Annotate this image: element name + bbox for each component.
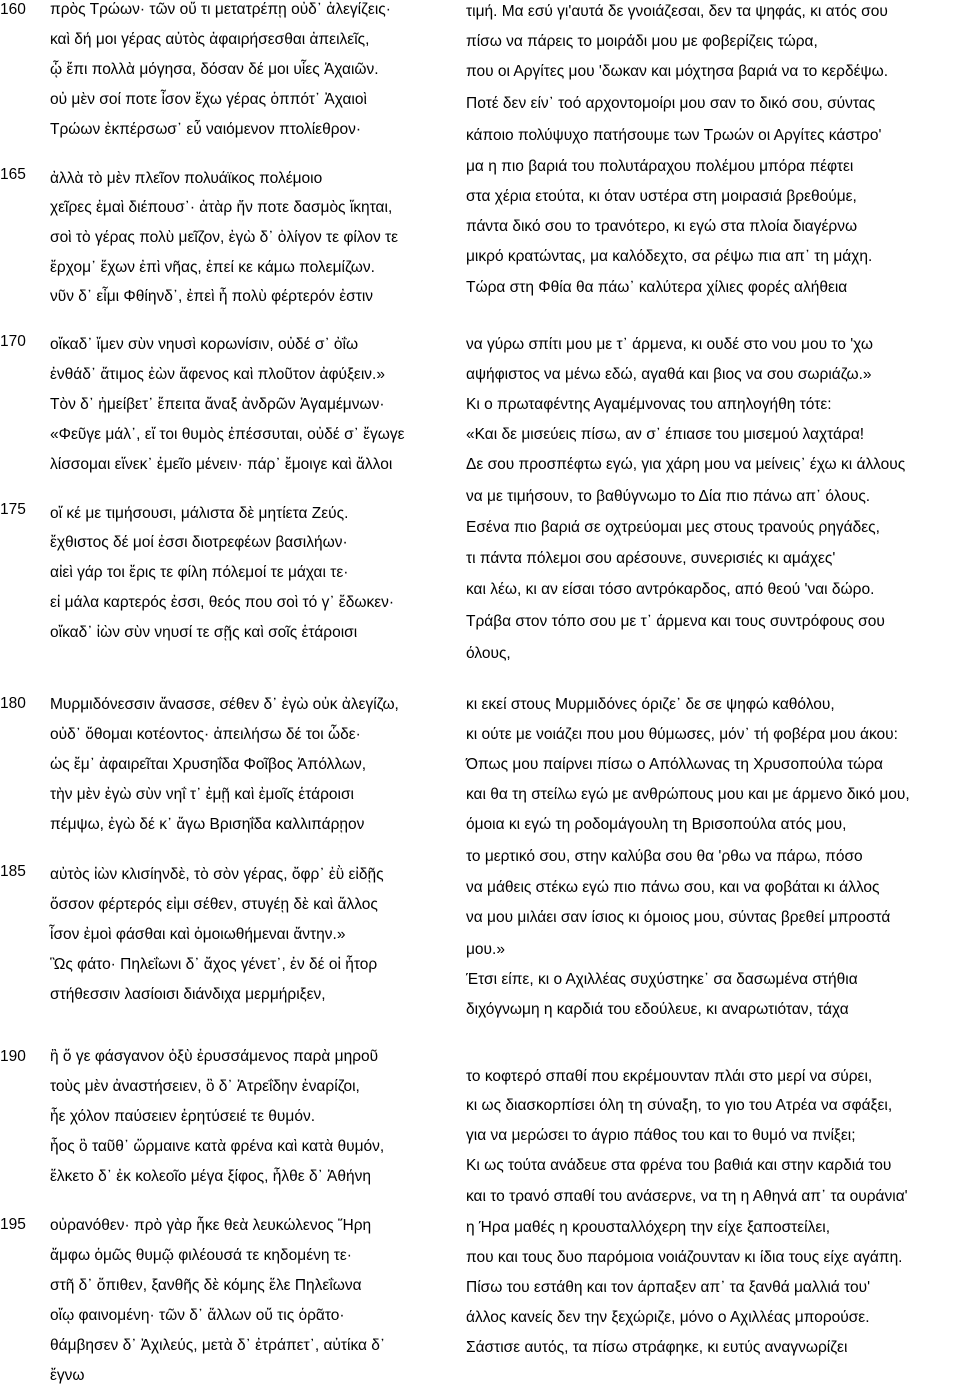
- greek-line: τοὺς μὲν ἀναστήσειεν, ὃ δ᾽ Ἀτρεΐδην ἐναρίζοι,: [50, 1078, 360, 1095]
- stanza-180: [0, 694, 960, 1034]
- greek-line: οὐδ᾽ ὄθομαι κοτέοντος· ἀπειλήσω δέ τοι ὧδε·: [50, 726, 361, 743]
- modern-line: Ποτέ δεν είν᾽ τοό αρχοντομοίρι μου σαν το δικό σου, σύντας: [466, 95, 876, 112]
- greek-line: ὅσσον φέρτερός εἰμι σέθεν, στυγέῃ δὲ καὶ ἄλλος: [50, 896, 378, 913]
- line-number: 185: [0, 863, 26, 880]
- greek-line: αἰεὶ γάρ τοι ἔρις τε φίλη πόλεμοί τε μάχαι τε·: [50, 564, 349, 581]
- modern-line: να με τιμήσουν, το βαθύγνωμο το Δία πιο πάνω απ᾽ όλους.: [466, 488, 871, 505]
- greek-line: οἵ κέ με τιμήσουσι, μάλιστα δὲ μητίετα Ζεύς.: [50, 505, 349, 522]
- modern-line: κι ως διασκορπίσει όλη τη σύναξη, το γιο του Ατρέα να σφάξει,: [466, 1097, 893, 1114]
- greek-line: πέμψω, ἐγὼ δέ κ᾽ ἄγω Βρισηΐδα καλλιπάρῃον: [50, 816, 365, 833]
- modern-line: και το τρανό σπαθί του ανάσερνε, να τη η Αθηνά απ᾽ τα ουράνια': [466, 1188, 908, 1205]
- greek-line: ἐνθάδ᾽ ἄτιμος ἐὼν ἄφενος καὶ πλοῦτον ἀφύξειν.»: [50, 366, 385, 383]
- modern-line: Τώρα στη Φθία θα πάω᾽ καλύτερα χίλιες φορές αλήθεια: [466, 279, 848, 296]
- greek-line: σοὶ τὸ γέρας πολὺ μεῖζον, ἐγὼ δ᾽ ὀλίγον τε φίλον τε: [50, 229, 399, 246]
- modern-line: Έτσι είπε, κι ο Αχιλλέας συχύστηκε᾽ σα δασωμένα στήθια: [466, 971, 858, 988]
- modern-line: για να μερώσει το άγριο πάθος του και το θυμό να πνίξει;: [466, 1127, 856, 1144]
- greek-line: ἔχθιστος δέ μοί ἐσσι διοτρεφέων βασιλήων·: [50, 534, 348, 551]
- greek-line: στήθεσσιν λασίοισι διάνδιχα μερμήριξεν,: [50, 986, 326, 1003]
- greek-line: εἰ μάλα καρτερός ἐσσι, θεός που σοὶ τό γ᾽ ἔδωκεν·: [50, 594, 395, 611]
- greek-line: αὐτὸς ἰὼν κλισίηνδὲ, τὸ σὸν γέρας, ὄφρ᾽ ἐῢ εἰδῇς: [50, 866, 384, 883]
- stanza-160: [0, 0, 960, 310]
- modern-line: πίσω να πάρεις το μοιράδι μου με φοβερίζεις τώρα,: [466, 33, 818, 50]
- greek-line: οὐ μὲν σοί ποτε ἶσον ἔχω γέρας ὁππότ᾽ Ἀχαιοὶ: [50, 91, 367, 108]
- greek-line: ἦε χόλον παύσειεν ἐρητύσειέ τε θυμόν.: [50, 1108, 315, 1125]
- modern-line: όμοια κι εγώ τη ροδομάγουλη τη Βρισοπούλα ατός μου,: [466, 816, 847, 833]
- greek-line: λίσσομαι εἵνεκ᾽ ἐμεῖο μένειν· πάρ᾽ ἔμοιγε καὶ ἄλλοι: [50, 456, 393, 473]
- greek-line: θάμβησεν δ᾽ Ἀχιλεύς, μετὰ δ᾽ ἐτράπετ᾽, αὐτίκα δ᾽: [50, 1337, 386, 1354]
- modern-line: Κι ως τούτα ανάδευε στα φρένα του βαθιά και στην καρδιά του: [466, 1157, 892, 1174]
- line-number: 195: [0, 1216, 26, 1233]
- modern-line: κάποιο πολύψυχο πατήσουμε των Τρωών οι Αργίτες κάστρο': [466, 127, 882, 144]
- modern-line: «Και δε μισεύεις πίσω, αν σ᾽ έπιασε του μισεμού λαχτάρα!: [466, 426, 865, 443]
- line-number: 165: [0, 166, 26, 183]
- modern-line: Πίσω του εστάθη και τον άρπαξεν απ᾽ τα ξανθά μαλλιά του': [466, 1279, 871, 1296]
- modern-line: Δε σου προσπέφτω εγώ, για χάρη μου να μείνεις᾽ έχω κι άλλους: [466, 456, 906, 473]
- modern-line: το μερτικό σου, στην καλύβα σου θα 'ρθω να πάρω, πόσο: [466, 848, 863, 865]
- modern-line: και λέω, κι αν είσαι τόσο αντρόκαρδος, από θεού 'ναι δώρο.: [466, 581, 875, 598]
- greek-line: Ὣς φάτο· Πηλεΐωνι δ᾽ ἄχος γένετ᾽, ἐν δέ οἱ ἦτορ: [50, 956, 378, 973]
- modern-line: μικρό κρατώντας, μα καλόδεχτο, σα ρέψω πια απ᾽ τη μάχη.: [466, 248, 873, 265]
- modern-line: όλους,: [466, 645, 511, 662]
- greek-line: ἕλκετο δ᾽ ἐκ κολεοῖο μέγα ξίφος, ἦλθε δ᾽ Ἀθήνη: [50, 1168, 371, 1185]
- greek-line: Μυρμιδόνεσσιν ἄνασσε, σέθεν δ᾽ ἐγὼ οὐκ ἀλεγίζω,: [50, 696, 399, 713]
- greek-line: «Φεῦγε μάλ᾽, εἴ τοι θυμὸς ἐπέσσυται, οὐδέ σ᾽ ἔγωγε: [50, 426, 405, 443]
- greek-line: ἄμφω ὁμῶς θυμῷ φιλέουσά τε κηδομένη τε·: [50, 1247, 352, 1264]
- modern-line: το κοφτερό σπαθί που εκρέμουνταν πλάι στο μερί να σύρει,: [466, 1068, 873, 1085]
- line-number: 175: [0, 501, 26, 518]
- modern-line: Όπως μου παίρνει πίσω ο Απόλλωνας τη Χρυσοπούλα τώρα: [466, 756, 883, 773]
- line-number: 180: [0, 695, 26, 712]
- greek-line: οἴκαδ᾽ ἴμεν σὺν νηυσὶ κορωνίσιν, οὐδέ σ᾽ ὀΐω: [50, 336, 359, 353]
- greek-line: τὴν μὲν ἐγὼ σὺν νηΐ τ᾽ ἐμῇ καὶ ἐμοῖς ἑτάροισι: [50, 786, 354, 803]
- stanza-170: [0, 332, 960, 672]
- modern-line: Τράβα στον τόπο σου με τ᾽ άρμενα και τους συντρόφους σου: [466, 613, 885, 630]
- greek-line: ᾧ ἔπι πολλὰ μόγησα, δόσαν δέ μοι υἷες Ἀχαιῶν.: [50, 61, 379, 78]
- greek-line: πρὸς Τρώων· τῶν οὔ τι μετατρέπῃ οὐδ᾽ ἀλεγίζεις·: [50, 1, 391, 18]
- modern-line: που οι Αργίτες μου 'δωκαν και μόχτησα βαριά να το κερδέψω.: [466, 63, 888, 80]
- greek-line: ἧος ὃ ταῦθ᾽ ὥρμαινε κατὰ φρένα καὶ κατὰ θυμόν,: [50, 1138, 385, 1155]
- modern-line: κι ούτε με νοιάζει που μου θύμωσες, μόν᾽ τή φοβέρα μου άκου:: [466, 726, 898, 743]
- greek-line: ἶσον ἐμοὶ φάσθαι καὶ ὁμοιωθήμεναι ἄντην.»: [50, 926, 346, 943]
- greek-line: χεῖρες ἐμαὶ διέπουσ᾽· ἀτὰρ ἤν ποτε δασμὸς ἵκηται,: [50, 199, 393, 216]
- greek-line: ἀλλὰ τὸ μὲν πλεῖον πολυάϊκος πολέμοιο: [50, 170, 323, 187]
- greek-line: νῦν δ᾽ εἶμι Φθίηνδ᾽, ἐπεὶ ἦ πολὺ φέρτερόν ἐστιν: [50, 288, 374, 305]
- modern-line: τι πάντα πόλεμοι σου αρέσουνε, συνερισιές κι αμάχες': [466, 550, 836, 567]
- stanza-190: [0, 1047, 960, 1390]
- greek-line: οἴῳ φαινομένη· τῶν δ᾽ ἄλλων οὔ τις ὁρᾶτο·: [50, 1307, 345, 1324]
- line-number: 190: [0, 1048, 26, 1065]
- greek-line: στῆ δ᾽ ὄπιθεν, ξανθῆς δὲ κόμης ἕλε Πηλεΐωνα: [50, 1277, 362, 1294]
- line-number: 170: [0, 333, 26, 350]
- modern-line: άλλος κανείς δεν την ξεχώριζε, μόνο ο Αχιλλέας μπορούσε.: [466, 1309, 870, 1326]
- greek-line: οἴκαδ᾽ ἰὼν σὺν νηυσί τε σῇς καὶ σοῖς ἑτάροισι: [50, 624, 358, 641]
- modern-line: πάντα δικό σου το τρανότερο, κι εγώ στα πλοία διαγέρνω: [466, 218, 858, 235]
- greek-line: Τὸν δ᾽ ἠμείβετ᾽ ἔπειτα ἄναξ ἀνδρῶν Ἀγαμέμνων·: [50, 396, 385, 413]
- greek-line: καὶ δή μοι γέρας αὐτὸς ἀφαιρήσεσθαι ἀπειλεῖς,: [50, 31, 370, 48]
- modern-line: τιμή. Μα εσύ γι'αυτά δε γνοιάζεσαι, δεν τα ψηφάς, κι ατός σου: [466, 3, 888, 20]
- modern-line: να γύρω σπίτι μου με τ᾽ άρμενα, κι ουδέ στο νου μου το 'χω: [466, 336, 873, 353]
- greek-line: ἔρχομ᾽ ἔχων ἐπὶ νῆας, ἐπεί κε κάμω πολεμίζων.: [50, 259, 375, 276]
- line-number: 160: [0, 1, 26, 18]
- modern-line: αψήφιστος να μένω εδώ, αγαθά και βιος να σου σωριάζω.»: [466, 366, 872, 383]
- greek-line: ὡς ἔμ᾽ ἀφαιρεῖται Χρυσηΐδα Φοῖβος Ἀπόλλων,: [50, 756, 367, 773]
- modern-line: διχόγνωμη η καρδιά του εδούλευε, κι αναρωτιόταν, τάχα: [466, 1001, 849, 1018]
- modern-line: στα χέρια ετούτα, κι όταν υστέρα στη μοιρασιά βρεθούμε,: [466, 188, 857, 205]
- modern-line: κι εκεί στους Μυρμιδόνες όριζε᾽ δε σε ψηφώ καθόλου,: [466, 696, 835, 713]
- greek-line: ἢ ὅ γε φάσγανον ὀξὺ ἐρυσσάμενος παρὰ μηροῦ: [50, 1048, 379, 1065]
- greek-line: οὐρανόθεν· πρὸ γὰρ ἧκε θεὰ λευκώλενος Ἥρη: [50, 1217, 372, 1234]
- greek-line: Τρώων ἐκπέρσωσ᾽ εὖ ναιόμενον πτολίεθρον·: [50, 121, 362, 138]
- modern-line: να μου μιλάει σαν ίσιος κι όμοιος μου, σύντας βρεθεί μπροστά: [466, 909, 891, 926]
- modern-line: Εσένα πιο βαριά σε οχτρεύομαι μες στους τρανούς ρηγάδες,: [466, 519, 880, 536]
- modern-line: η Ήρα μαθές η κρουσταλλόχερη την είχε ξαποστείλει,: [466, 1219, 831, 1236]
- modern-line: να μάθεις στέκω εγώ πιο πάνω σου, και να φοβάται κι άλλος: [466, 879, 880, 896]
- modern-line: Σάστισε αυτός, τα πίσω στράφηκε, κι ευτύς αναγνωρίζει: [466, 1339, 848, 1356]
- modern-line: που και τους δυο παρόμοια νοιάζουνταν κι ίδια τους είχε αγάπη.: [466, 1249, 903, 1266]
- greek-line: ἔγνω: [50, 1367, 85, 1384]
- modern-line: μου.»: [466, 941, 505, 958]
- modern-line: Κι ο πρωταφέντης Αγαμέμνονας του απηλογήθη τότε:: [466, 396, 832, 413]
- modern-line: μα η πιο βαριά του πολυτάραχου πολέμου μπόρα πέφτει: [466, 158, 854, 175]
- modern-line: και θα τη στείλω εγώ με ανθρώπους μου και με άρμενο δικό μου,: [466, 786, 910, 803]
